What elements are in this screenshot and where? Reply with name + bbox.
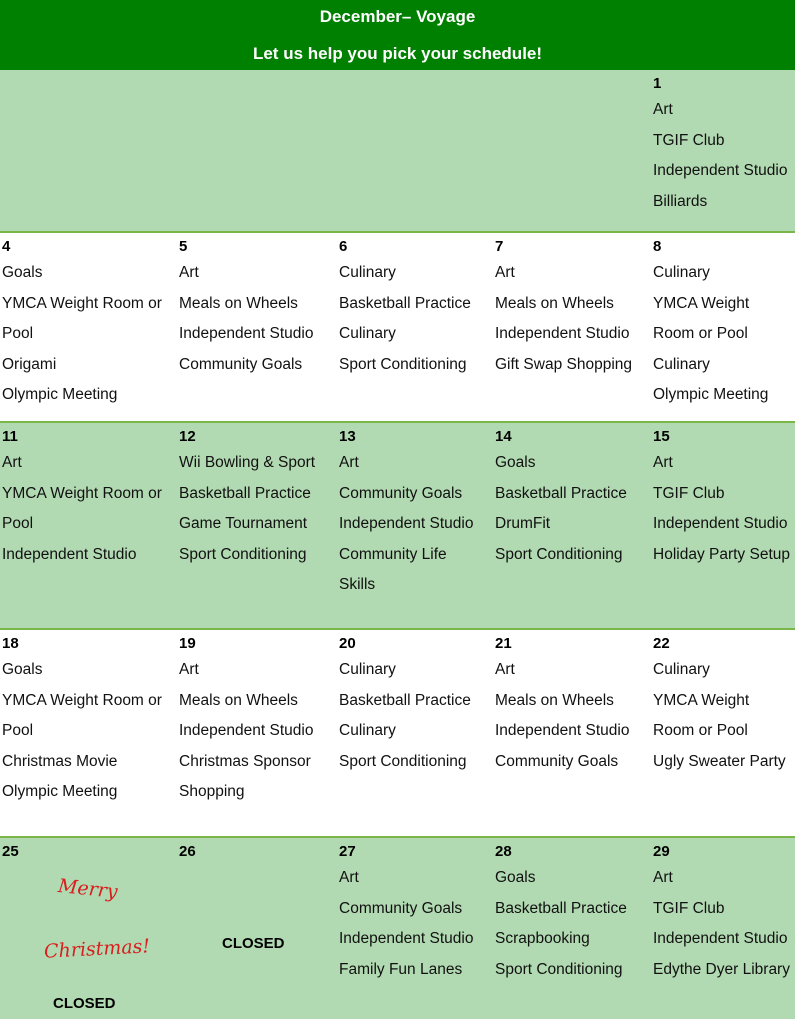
activity-item: Pool (2, 722, 34, 739)
day-cell (337, 70, 493, 231)
activity-item: Culinary (339, 264, 396, 281)
activity-item: Independent Studio (495, 722, 630, 739)
activity-item: Community Goals (339, 899, 463, 917)
activity-item: Independent Studio (179, 325, 314, 342)
day-number: 7 (495, 238, 504, 255)
day-cell (651, 70, 795, 231)
closed-label: CLOSED (222, 935, 285, 952)
day-number: 14 (495, 428, 512, 445)
day-cell (651, 630, 795, 836)
activity-item: Art (653, 869, 673, 886)
activity-item: Independent Studio (179, 722, 314, 739)
activity-item: Game Tournament (179, 515, 308, 532)
activity-item: Room or Pool (653, 325, 748, 342)
activity-item: Community Goals (339, 484, 463, 502)
day-cell (651, 423, 795, 628)
activity-item: Culinary (339, 722, 396, 739)
day-number: 26 (179, 843, 196, 860)
day-number: 1 (653, 75, 662, 92)
day-cell (0, 630, 177, 836)
activity-item: Gift Swap Shopping (495, 355, 633, 373)
activity-item: Goals (495, 454, 536, 471)
activity-item: Sport Conditioning (179, 545, 307, 563)
christmas-text: Christmas! (43, 935, 151, 963)
day-cell (337, 423, 493, 628)
day-cell (493, 838, 651, 1019)
day-number: 11 (2, 428, 18, 445)
activity-item: Ugly Sweater Party (653, 752, 786, 770)
activity-item: Independent Studio (653, 930, 788, 947)
day-cell (493, 233, 651, 421)
activity-item: Independent Studio (653, 515, 788, 532)
activity-item: Olympic Meeting (2, 386, 118, 403)
day-cell (177, 838, 337, 1019)
activity-item: YMCA Weight Room or (2, 294, 162, 312)
day-cell (337, 233, 493, 421)
activity-item: Meals on Wheels (179, 294, 298, 312)
activity-item: YMCA Weight Room or (2, 691, 162, 709)
activity-item: Shopping (179, 783, 245, 800)
activity-item: Billiards (653, 192, 708, 210)
day-number: 29 (653, 843, 670, 860)
week-row (0, 231, 795, 421)
day-number: 25 (2, 843, 19, 860)
day-cell (177, 70, 337, 231)
activity-item: Art (495, 661, 515, 678)
activity-item: Meals on Wheels (495, 691, 614, 709)
activity-item: Wii Bowling & Sport (179, 454, 316, 471)
activity-item: TGIF Club (653, 484, 725, 502)
day-number: 18 (2, 635, 19, 652)
activity-item: Basketball Practice (179, 484, 311, 502)
activity-item: Basketball Practice (495, 899, 627, 917)
activity-item: Sport Conditioning (495, 960, 623, 978)
day-number: 15 (653, 428, 670, 445)
activity-item: Meals on Wheels (179, 691, 298, 709)
activity-item: Basketball Practice (495, 484, 627, 502)
activity-item: YMCA Weight Room or (2, 484, 162, 502)
activity-item: Art (339, 869, 359, 886)
day-number: 19 (179, 635, 196, 652)
day-cell (651, 838, 795, 1019)
activity-item: Community Goals (179, 355, 303, 373)
day-cell (337, 838, 493, 1019)
merry-text: Merry (57, 874, 119, 904)
activity-item: Sport Conditioning (339, 355, 467, 373)
activity-item: Community Goals (495, 752, 619, 770)
day-cell (177, 233, 337, 421)
activity-item: Sport Conditioning (339, 752, 467, 770)
activity-item: TGIF Club (653, 131, 725, 149)
calendar-title: December– Voyage (319, 7, 476, 26)
day-cell (651, 233, 795, 421)
day-cell (0, 70, 177, 231)
activity-item: Art (2, 454, 22, 471)
day-cell (0, 838, 177, 1019)
activity-item: Pool (2, 515, 34, 532)
day-number: 4 (2, 238, 11, 255)
activity-item: Edythe Dyer Library (653, 960, 790, 978)
activity-item: Art (339, 454, 359, 471)
activity-item: Independent Studio (495, 325, 630, 342)
activity-item: Art (653, 101, 673, 118)
day-number: 27 (339, 843, 356, 860)
day-number: 13 (339, 428, 356, 445)
activity-item: Art (653, 454, 673, 471)
day-cell (177, 423, 337, 628)
day-cell (0, 233, 177, 421)
activity-item: Room or Pool (653, 722, 748, 739)
activity-item: YMCA Weight (653, 691, 750, 709)
closed-label: CLOSED (53, 995, 116, 1012)
activity-item: Art (179, 264, 199, 281)
activity-item: Culinary (339, 325, 396, 342)
day-number: 8 (653, 238, 662, 255)
activity-item: Independent Studio (339, 515, 474, 532)
activity-item: Origami (2, 355, 57, 373)
activity-item: Culinary (653, 264, 710, 281)
activity-item: Goals (495, 869, 536, 886)
activity-item: Community Life (339, 545, 447, 563)
activity-item: Independent Studio (653, 162, 788, 179)
week-row (0, 628, 795, 836)
day-number: 22 (653, 635, 670, 652)
activity-item: Basketball Practice (339, 294, 471, 312)
activity-item: Culinary (653, 355, 710, 373)
activity-item: Sport Conditioning (495, 545, 623, 563)
day-number: 21 (495, 635, 512, 652)
day-cell (493, 423, 651, 628)
activity-item: YMCA Weight (653, 294, 750, 312)
day-number: 6 (339, 238, 348, 255)
activity-item: Goals (2, 264, 43, 281)
activity-item: Goals (2, 661, 43, 678)
day-number: 12 (179, 428, 196, 445)
activity-item: TGIF Club (653, 899, 725, 917)
activity-item: Olympic Meeting (2, 783, 118, 800)
activity-item: Pool (2, 325, 34, 342)
activity-item: Basketball Practice (339, 691, 471, 709)
activity-item: Skills (339, 576, 376, 593)
activity-item: Culinary (339, 661, 396, 678)
activity-item: Christmas Sponsor (179, 752, 311, 770)
activity-item: Meals on Wheels (495, 294, 614, 312)
activity-item: Art (179, 661, 199, 678)
activity-item: Scrapbooking (495, 930, 590, 947)
week-row (0, 421, 795, 628)
activity-item: Holiday Party Setup (653, 545, 790, 563)
day-cell (493, 70, 651, 231)
activity-item: Independent Studio (2, 545, 137, 563)
calendar-subtitle: Let us help you pick your schedule! (252, 44, 543, 63)
activity-item: Christmas Movie (2, 752, 118, 770)
day-number: 5 (179, 238, 188, 255)
day-number: 20 (339, 635, 356, 652)
calendar-header (0, 0, 795, 70)
day-cell (0, 423, 177, 628)
day-cell (493, 630, 651, 836)
activity-item: Art (495, 264, 515, 281)
activity-item: Culinary (653, 661, 710, 678)
activity-item: Olympic Meeting (653, 386, 769, 403)
day-cell (337, 630, 493, 836)
week-row (0, 70, 795, 231)
activity-item: Family Fun Lanes (339, 960, 463, 978)
day-cell (177, 630, 337, 836)
activity-item: Independent Studio (339, 930, 474, 947)
day-number: 28 (495, 843, 512, 860)
week-row (0, 836, 795, 1019)
activity-item: DrumFit (495, 515, 551, 532)
